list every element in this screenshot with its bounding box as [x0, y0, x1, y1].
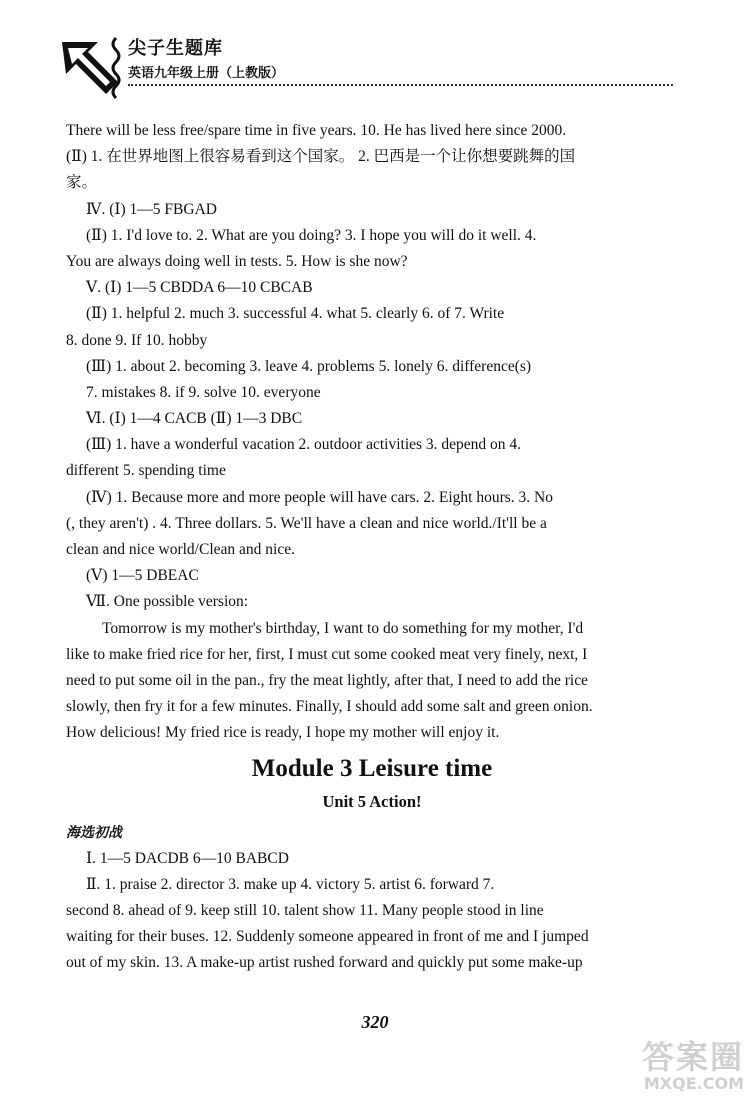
text-line: like to make fried rice for her, first, I must cut some cooked meat very finely, next, I: [66, 645, 588, 663]
watermark-logo-text: 答案圈: [641, 1038, 744, 1076]
text-line: need to put some oil in the pan., fry the meat lightly, after that, I need to add the rice: [66, 671, 588, 689]
book-subtitle: 英语九年级上册（上教版）: [128, 66, 285, 81]
watermark: [594, 1040, 744, 1096]
text-line: How delicious! My fried rice is ready, I hope my mother will enjoy it.: [66, 724, 500, 742]
text-line: slowly, then fry it for a few minutes. Finally, I should add some salt and green onion.: [66, 698, 593, 716]
text-line: There will be less free/spare time in five years. 10. He has lived here since 2000.: [66, 122, 567, 139]
page-header: [58, 32, 678, 112]
text-line: 8. done 9. If 10. hobby: [66, 331, 208, 349]
text-line: (Ⅱ) 1. helpful 2. much 3. successful 4. what 5. clearly 6. of 7. Write: [86, 305, 505, 323]
text-line: 家。: [66, 174, 98, 192]
text-line: (Ⅱ) 1. I'd love to. 2. What are you doing? 3. I hope you will do it well. 4.: [86, 226, 537, 244]
text-line: Ⅶ. One possible version:: [86, 593, 249, 611]
arrow-logo-icon: [58, 36, 122, 108]
text-line: clean and nice world/Clean and nice.: [66, 541, 295, 558]
text-line: second 8. ahead of 9. keep still 10. talent show 11. Many people stood in line: [66, 901, 544, 919]
text-line: (Ⅴ) 1—5 DBEAC: [86, 567, 199, 585]
text-line: (Ⅲ) 1. have a wonderful vacation 2. outdoor activities 3. depend on 4.: [86, 436, 522, 454]
section-label: 海选初战: [66, 824, 122, 841]
module-title: Module 3 Leisure time: [251, 754, 493, 782]
watermark-url: MXQE.COM: [643, 1074, 744, 1093]
text-line: Ⅵ. (Ⅰ) 1—4 CACB (Ⅱ) 1—3 DBC: [86, 410, 303, 428]
text-line: You are always doing well in tests. 5. How is she now?: [66, 252, 408, 270]
text-line: out of my skin. 13. A make-up artist rushed forward and quickly put some make-up: [66, 954, 583, 972]
text-line: Ⅱ. 1. praise 2. director 3. make up 4. victory 5. artist 6. forward 7.: [86, 875, 495, 893]
text-line: waiting for their buses. 12. Suddenly someone appeared in front of me and I jumped: [66, 928, 589, 946]
answer-content: [66, 118, 678, 976]
text-line: different 5. spending time: [66, 462, 226, 480]
text-line: Ⅳ. (Ⅰ) 1—5 FBGAD: [86, 200, 217, 218]
text-line: (Ⅳ) 1. Because more and more people will have cars. 2. Eight hours. 3. No: [86, 488, 554, 506]
text-line: Ⅰ. 1—5 DACDB 6—10 BABCD: [86, 849, 289, 867]
header-divider: [128, 84, 673, 86]
text-line: Ⅴ. (Ⅰ) 1—5 CBDDA 6—10 CBCAB: [86, 279, 313, 297]
text-line: (Ⅲ) 1. about 2. becoming 3. leave 4. problems 5. lonely 6. difference(s): [86, 357, 532, 375]
text-line: (Ⅱ) 1. 在世界地图上很容易看到这个国家。 2. 巴西是一个让你想要跳舞的国: [66, 148, 576, 166]
text-line: Tomorrow is my mother's birthday, I want to do something for my mother, I'd: [102, 619, 584, 637]
page-number: 320: [361, 1012, 389, 1032]
text-line: (, they aren't) . 4. Three dollars. 5. We'll have a clean and nice world./It'll be a: [66, 514, 547, 532]
unit-title: Unit 5 Action!: [322, 791, 422, 811]
text-line: 7. mistakes 8. if 9. solve 10. everyone: [86, 383, 321, 401]
series-title: 尖子生题库: [128, 38, 223, 59]
